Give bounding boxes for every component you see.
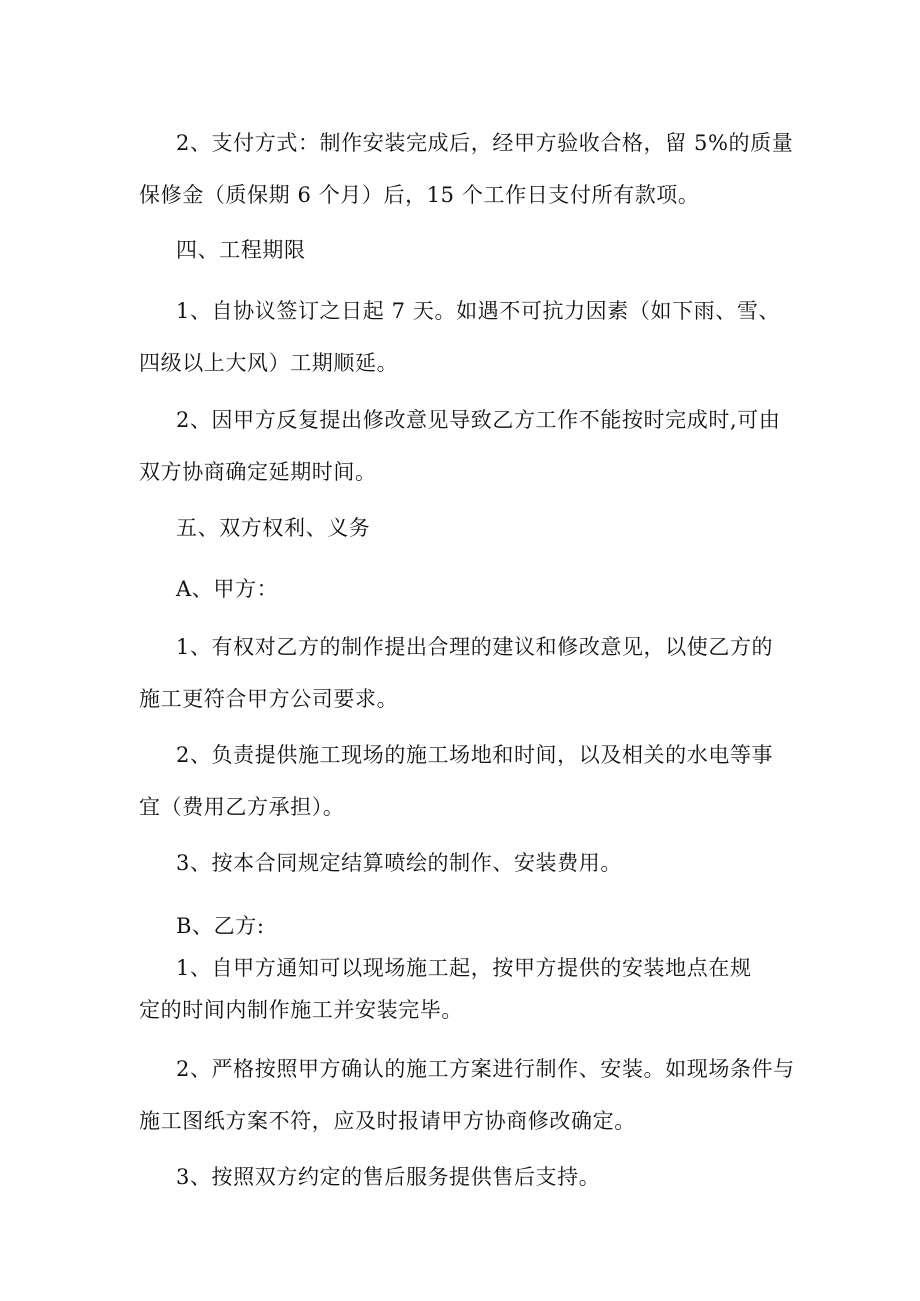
paragraph-period-2	[139, 405, 799, 487]
heading-party-a	[139, 574, 799, 604]
paragraph-party-b-3	[139, 1162, 799, 1192]
paragraph-line: 2、负责提供施工现场的施工场地和时间，以及相关的水电等事	[176, 743, 774, 767]
paragraph-party-b-1	[139, 953, 799, 1025]
paragraph-line: 宜（费用乙方承担）。	[139, 795, 345, 819]
heading-rights-obligations	[139, 513, 799, 543]
paragraph-line: 2、支付方式：制作安装完成后，经甲方验收合格，留 5%的质量	[176, 131, 794, 155]
heading-party-b	[139, 911, 799, 941]
paragraph-party-a-1	[139, 632, 799, 714]
paragraph-line: 施工更符合甲方公司要求。	[139, 687, 399, 711]
paragraph-line: 3、按照双方约定的售后服务提供售后支持。	[176, 1165, 601, 1189]
paragraph-party-a-2	[139, 740, 799, 822]
subsection-heading: A、甲方：	[176, 577, 279, 601]
paragraph-line: 双方协商确定延期时间。	[139, 460, 377, 484]
paragraph-line: 1、有权对乙方的制作提出合理的建议和修改意见，以使乙方的	[176, 635, 774, 659]
paragraph-payment-method	[139, 128, 799, 210]
paragraph-party-b-2	[139, 1054, 799, 1136]
paragraph-line: 2、因甲方反复提出修改意见导致乙方工作不能按时完成时,可由	[176, 408, 781, 432]
paragraph-line: 1、自甲方通知可以现场施工起，按甲方提供的安装地点在规	[176, 956, 752, 980]
subsection-heading: B、乙方:	[176, 914, 265, 938]
paragraph-line: 3、按本合同规定结算喷绘的制作、安装费用。	[176, 851, 622, 875]
section-heading: 五、双方权利、义务	[176, 516, 371, 540]
paragraph-period-1	[139, 296, 799, 378]
paragraph-party-a-3	[139, 848, 799, 878]
paragraph-line: 1、自协议签订之日起 7 天。如遇不可抗力因素（如下雨、雪、	[176, 299, 781, 323]
paragraph-line: 2、严格按照甲方确认的施工方案进行制作、安装。如现场条件与	[176, 1057, 795, 1081]
paragraph-line: 四级以上大风）工期顺延。	[139, 351, 399, 375]
paragraph-line: 定的时间内制作施工并安装完毕。	[139, 998, 463, 1022]
paragraph-line: 保修金（质保期 6 个月）后，15 个工作日支付所有款项。	[139, 183, 700, 207]
paragraph-line: 施工图纸方案不符，应及时报请甲方协商修改确定。	[139, 1109, 636, 1133]
section-heading: 四、工程期限	[176, 238, 306, 262]
heading-project-period	[139, 235, 799, 265]
